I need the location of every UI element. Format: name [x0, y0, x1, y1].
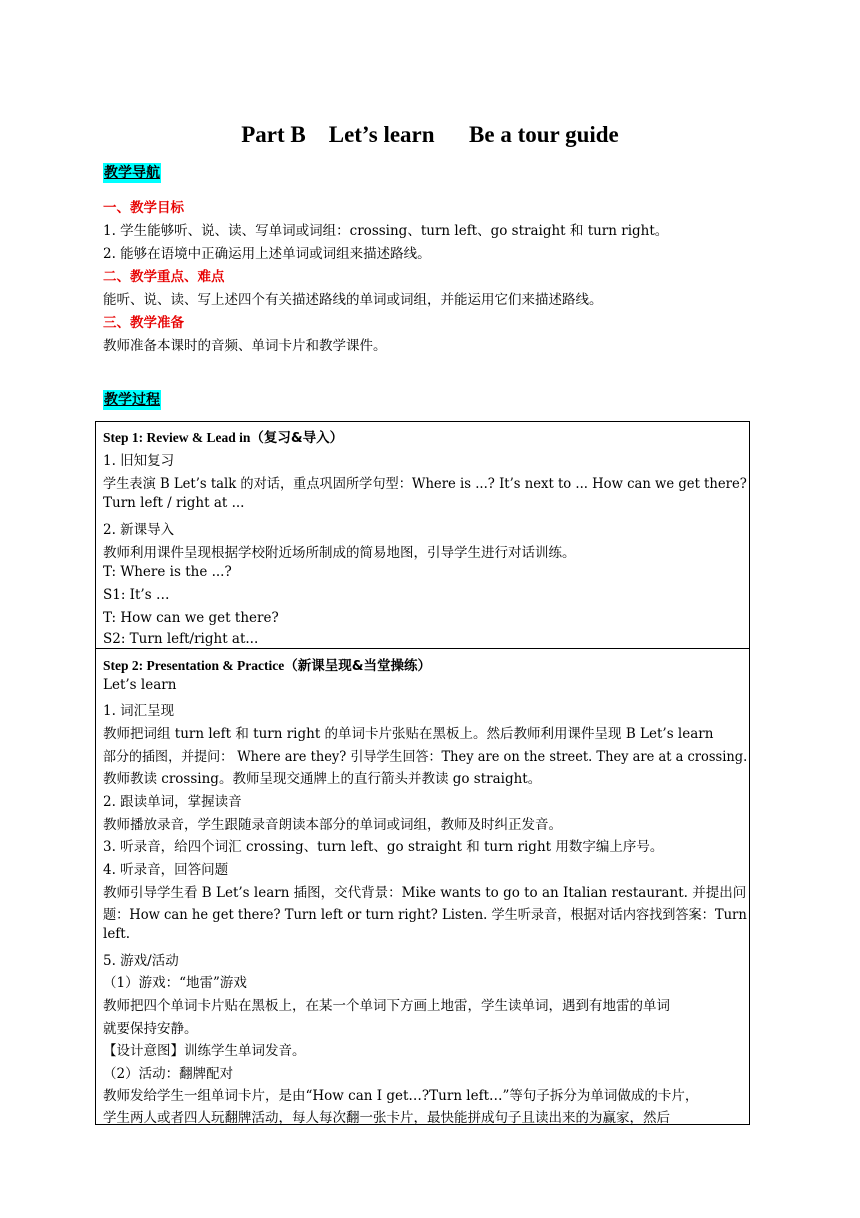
- step1-line: 学生表演 B Let’s talk 的对话，重点巩固所学句型：Where is ...? It’s next to ... How can we get there?: [103, 476, 747, 492]
- step2-title-en: Step 2: Presentation & Practice: [103, 658, 285, 673]
- section-heading-process: 教学过程: [104, 392, 160, 408]
- step2-line: 教师把四个单词卡片贴在黑板上，在某一个单词下方画上地雷，学生读单词，遇到有地雷的单词: [103, 998, 670, 1014]
- step1-title: [103, 426, 343, 446]
- step2-line: left.: [103, 926, 131, 942]
- step2-line: 【设计意图】训练学生单词发音。: [103, 1043, 306, 1059]
- page-title: Part B Let’s learn Be a tour guide: [241, 122, 619, 147]
- step2-line: 题：How can he get there? Turn left or turn right? Listen. 学生听录音，根据对话内容找到答案：Turn: [103, 907, 747, 923]
- step2-line: 3. 听录音，给四个词汇 crossing、turn left、go straight 和 turn right 用数字编上序号。: [103, 839, 664, 855]
- step1-line: T: Where is the ...?: [103, 564, 232, 580]
- step1-line: 教师利用课件呈现根据学校附近场所制成的简易地图，引导学生进行对话训练。: [103, 545, 576, 561]
- step2-line: 4. 听录音，回答问题: [103, 862, 229, 878]
- step2-line: （1）游戏：“地雷”游戏: [103, 975, 247, 991]
- step1-title-en: Step 1: Review & Lead in: [103, 430, 251, 445]
- step2-line: 教师把词组 turn left 和 turn right 的单词卡片张贴在黑板上。然后教师利用课件呈现 B Let’s learn: [103, 726, 714, 742]
- objective-item: 1. 学生能够听、说、读、写单词或词组：crossing、turn left、go straight 和 turn right。: [103, 223, 669, 239]
- step2-line: 2. 跟读单词，掌握读音: [103, 794, 242, 810]
- step2-line: 教师发给学生一组单词卡片，是由“How can I get…?Turn left…”等句子拆分为单词做成的卡片，: [103, 1088, 699, 1104]
- step2-line: （2）活动：翻牌配对: [103, 1066, 234, 1082]
- section-heading-guide: 教学导航: [104, 165, 160, 181]
- step1-title-cn: （复习&导入）: [250, 430, 344, 446]
- step2-line: 就要保持安静。: [103, 1021, 198, 1037]
- step2-line: 教师教读 crossing。教师呈现交通牌上的直行箭头并教读 go straight。: [103, 771, 542, 787]
- step2-title-cn: （新课呈现&当堂操练）: [284, 658, 431, 674]
- preparation-text: 教师准备本课时的音频、单词卡片和教学课件。: [103, 338, 387, 354]
- step2-line: 教师引导学生看 B Let’s learn 插图，交代背景：Mike wants to go to an Italian restaurant. 并提出问: [103, 885, 747, 901]
- step1-line: T: How can we get there?: [103, 610, 279, 626]
- step2-line: 5. 游戏/活动: [103, 953, 179, 969]
- key-points-text: 能听、说、读、写上述四个有关描述路线的单词或词组，并能运用它们来描述路线。: [103, 292, 603, 308]
- step1-line: 2. 新课导入: [103, 522, 175, 538]
- objective-item: 2. 能够在语境中正确运用上述单词或词组来描述路线。: [103, 246, 431, 262]
- step2-line: 教师播放录音，学生跟随录音朗读本部分的单词或词组，教师及时纠正发音。: [103, 817, 562, 833]
- preparation-heading: 三、教学准备: [103, 315, 184, 331]
- step2-line: 学生两人或者四人玩翻牌活动，每人每次翻一张卡片，最快能拼成句子且读出来的为赢家，然后: [103, 1110, 670, 1126]
- objectives-heading: 一、教学目标: [103, 200, 184, 216]
- step1-line: S2: Turn left/right at...: [103, 631, 259, 647]
- key-points-heading: 二、教学重点、难点: [103, 269, 225, 285]
- step2-line: 部分的插图，并提问： Where are they? 引导学生回答：They are on the street. They are at a crossing.: [103, 749, 748, 765]
- step1-line: S1: It’s …: [103, 587, 170, 603]
- step2-line: 1. 词汇呈现: [103, 703, 175, 719]
- step1-line: 1. 旧知复习: [103, 453, 175, 469]
- step2-line: Let’s learn: [103, 677, 177, 693]
- step1-line: Turn left / right at ...: [103, 495, 245, 511]
- step2-title: [103, 654, 431, 674]
